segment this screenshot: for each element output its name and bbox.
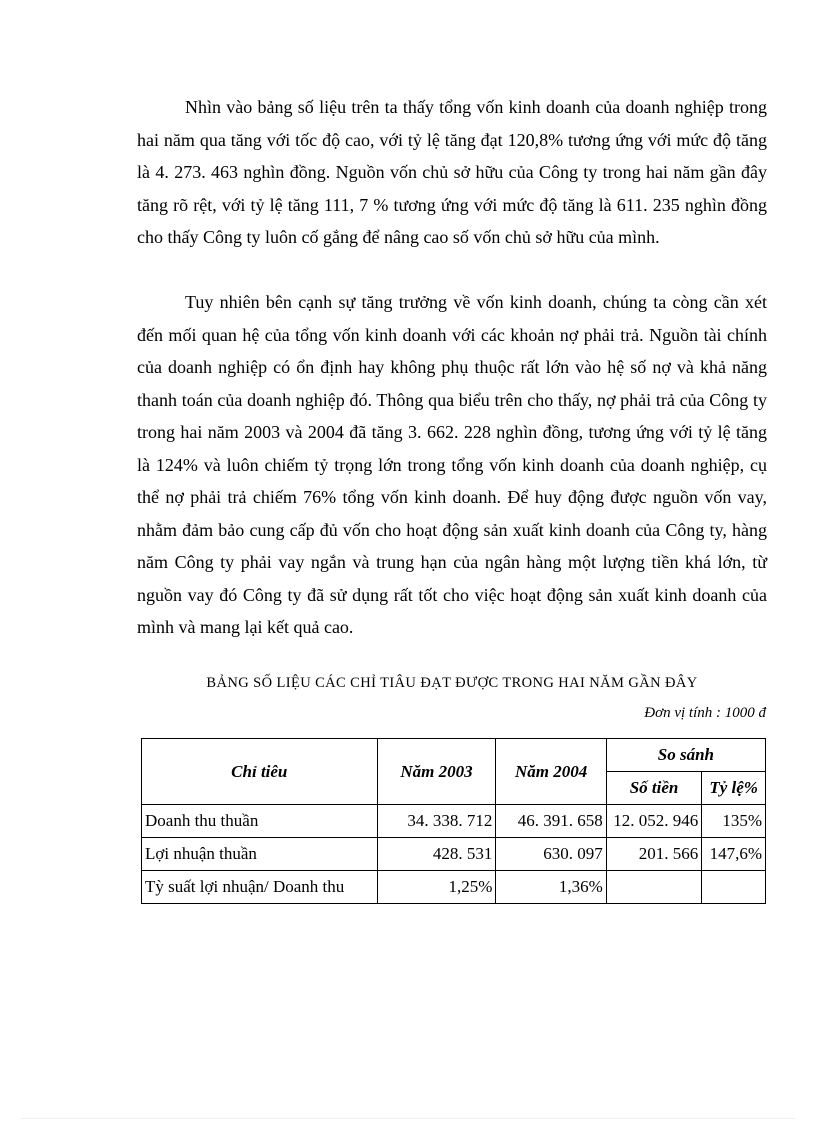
header-ratio: Tỷ lệ% [702,772,766,805]
header-compare: So sánh [606,739,765,772]
table-row [142,805,766,838]
page-bottom-divider [20,1118,796,1119]
table-row [142,838,766,871]
header-indicator: Chỉ tiêu [142,739,378,805]
cell-2004: 46. 391. 658 [496,805,606,838]
cell-amount [606,871,702,904]
cell-2004: 1,36% [496,871,606,904]
row-label: Tỳ suất lợi nhuận/ Doanh thu [142,871,378,904]
cell-2003: 1,25% [377,871,496,904]
cell-2003: 34. 338. 712 [377,805,496,838]
indicators-table [141,738,766,904]
header-year-2003: Năm 2003 [377,739,496,805]
header-year-2004: Năm 2004 [496,739,606,805]
table-row [142,871,766,904]
cell-amount: 12. 052. 946 [606,805,702,838]
row-label: Doanh thu thuần [142,805,378,838]
cell-ratio: 135% [702,805,766,838]
header-amount: Số tiền [606,772,702,805]
paragraph-2: Tuy nhiên bên cạnh sự tăng trưởng về vốn kinh doanh, chúng ta còng cần xét đến mối quan hệ của tổng vốn kinh doanh với các khoản nợ phải trả. Nguồn tài chính của doanh nghiệp có ổn định hay không phụ thuộc rất lớn vào hệ số nợ và khả năng thanh toán của doanh nghiệp đó. Thông qua biểu trên cho thấy, nợ phải trả của Công ty trong hai năm 2003 và 2004 đã tăng 3. 662. 228 nghìn đồng, tương ứng với tỷ lệ tăng là 124% và luôn chiếm tỷ trọng lớn trong tổng vốn kinh doanh của doanh nghiệp, cụ thể nợ phải trả chiếm 76% tổng vốn kinh doanh. Để huy động được nguồn vốn vay, nhằm đảm bảo cung cấp đủ vốn cho hoạt động sản xuất kinh doanh của Công ty, hàng năm Công ty phải vay ngắn và trung hạn của ngân hàng một lượng tiền khá lớn, từ nguồn vay đó Công ty đã sử dụng rất tốt cho việc hoạt động sản xuất kinh doanh của mình và mang lại kết quả cao. [137,292,767,637]
cell-ratio: 147,6% [702,838,766,871]
cell-amount: 201. 566 [606,838,702,871]
cell-2004: 630. 097 [496,838,606,871]
cell-ratio [702,871,766,904]
cell-2003: 428. 531 [377,838,496,871]
row-label: Lợi nhuận thuần [142,838,378,871]
paragraph-1: Nhìn vào bảng số liệu trên ta thấy tổng vốn kinh doanh của doanh nghiệp trong hai năm qua tăng với tốc độ cao, với tỷ lệ tăng đạt 120,8% tương ứng với mức độ tăng là 4. 273. 463 nghìn đồng. Nguồn vốn chủ sở hữu của Công ty trong hai năm gần đây tăng rõ rệt, với tỷ lệ tăng 111, 7 % tương ứng với mức độ tăng là 611. 235 nghìn đồng cho thấy Công ty luôn cố gắng để nâng cao số vốn chủ sở hữu của mình. [137,97,767,247]
unit-label: Đơn vị tính : 1000 đ [644,705,766,721]
table-title: BẢNG SỐ LIỆU CÁC CHỈ TIÂU ĐẠT ĐƯỢC TRONG HAI NĂM GẦN ĐÂY [206,675,698,691]
